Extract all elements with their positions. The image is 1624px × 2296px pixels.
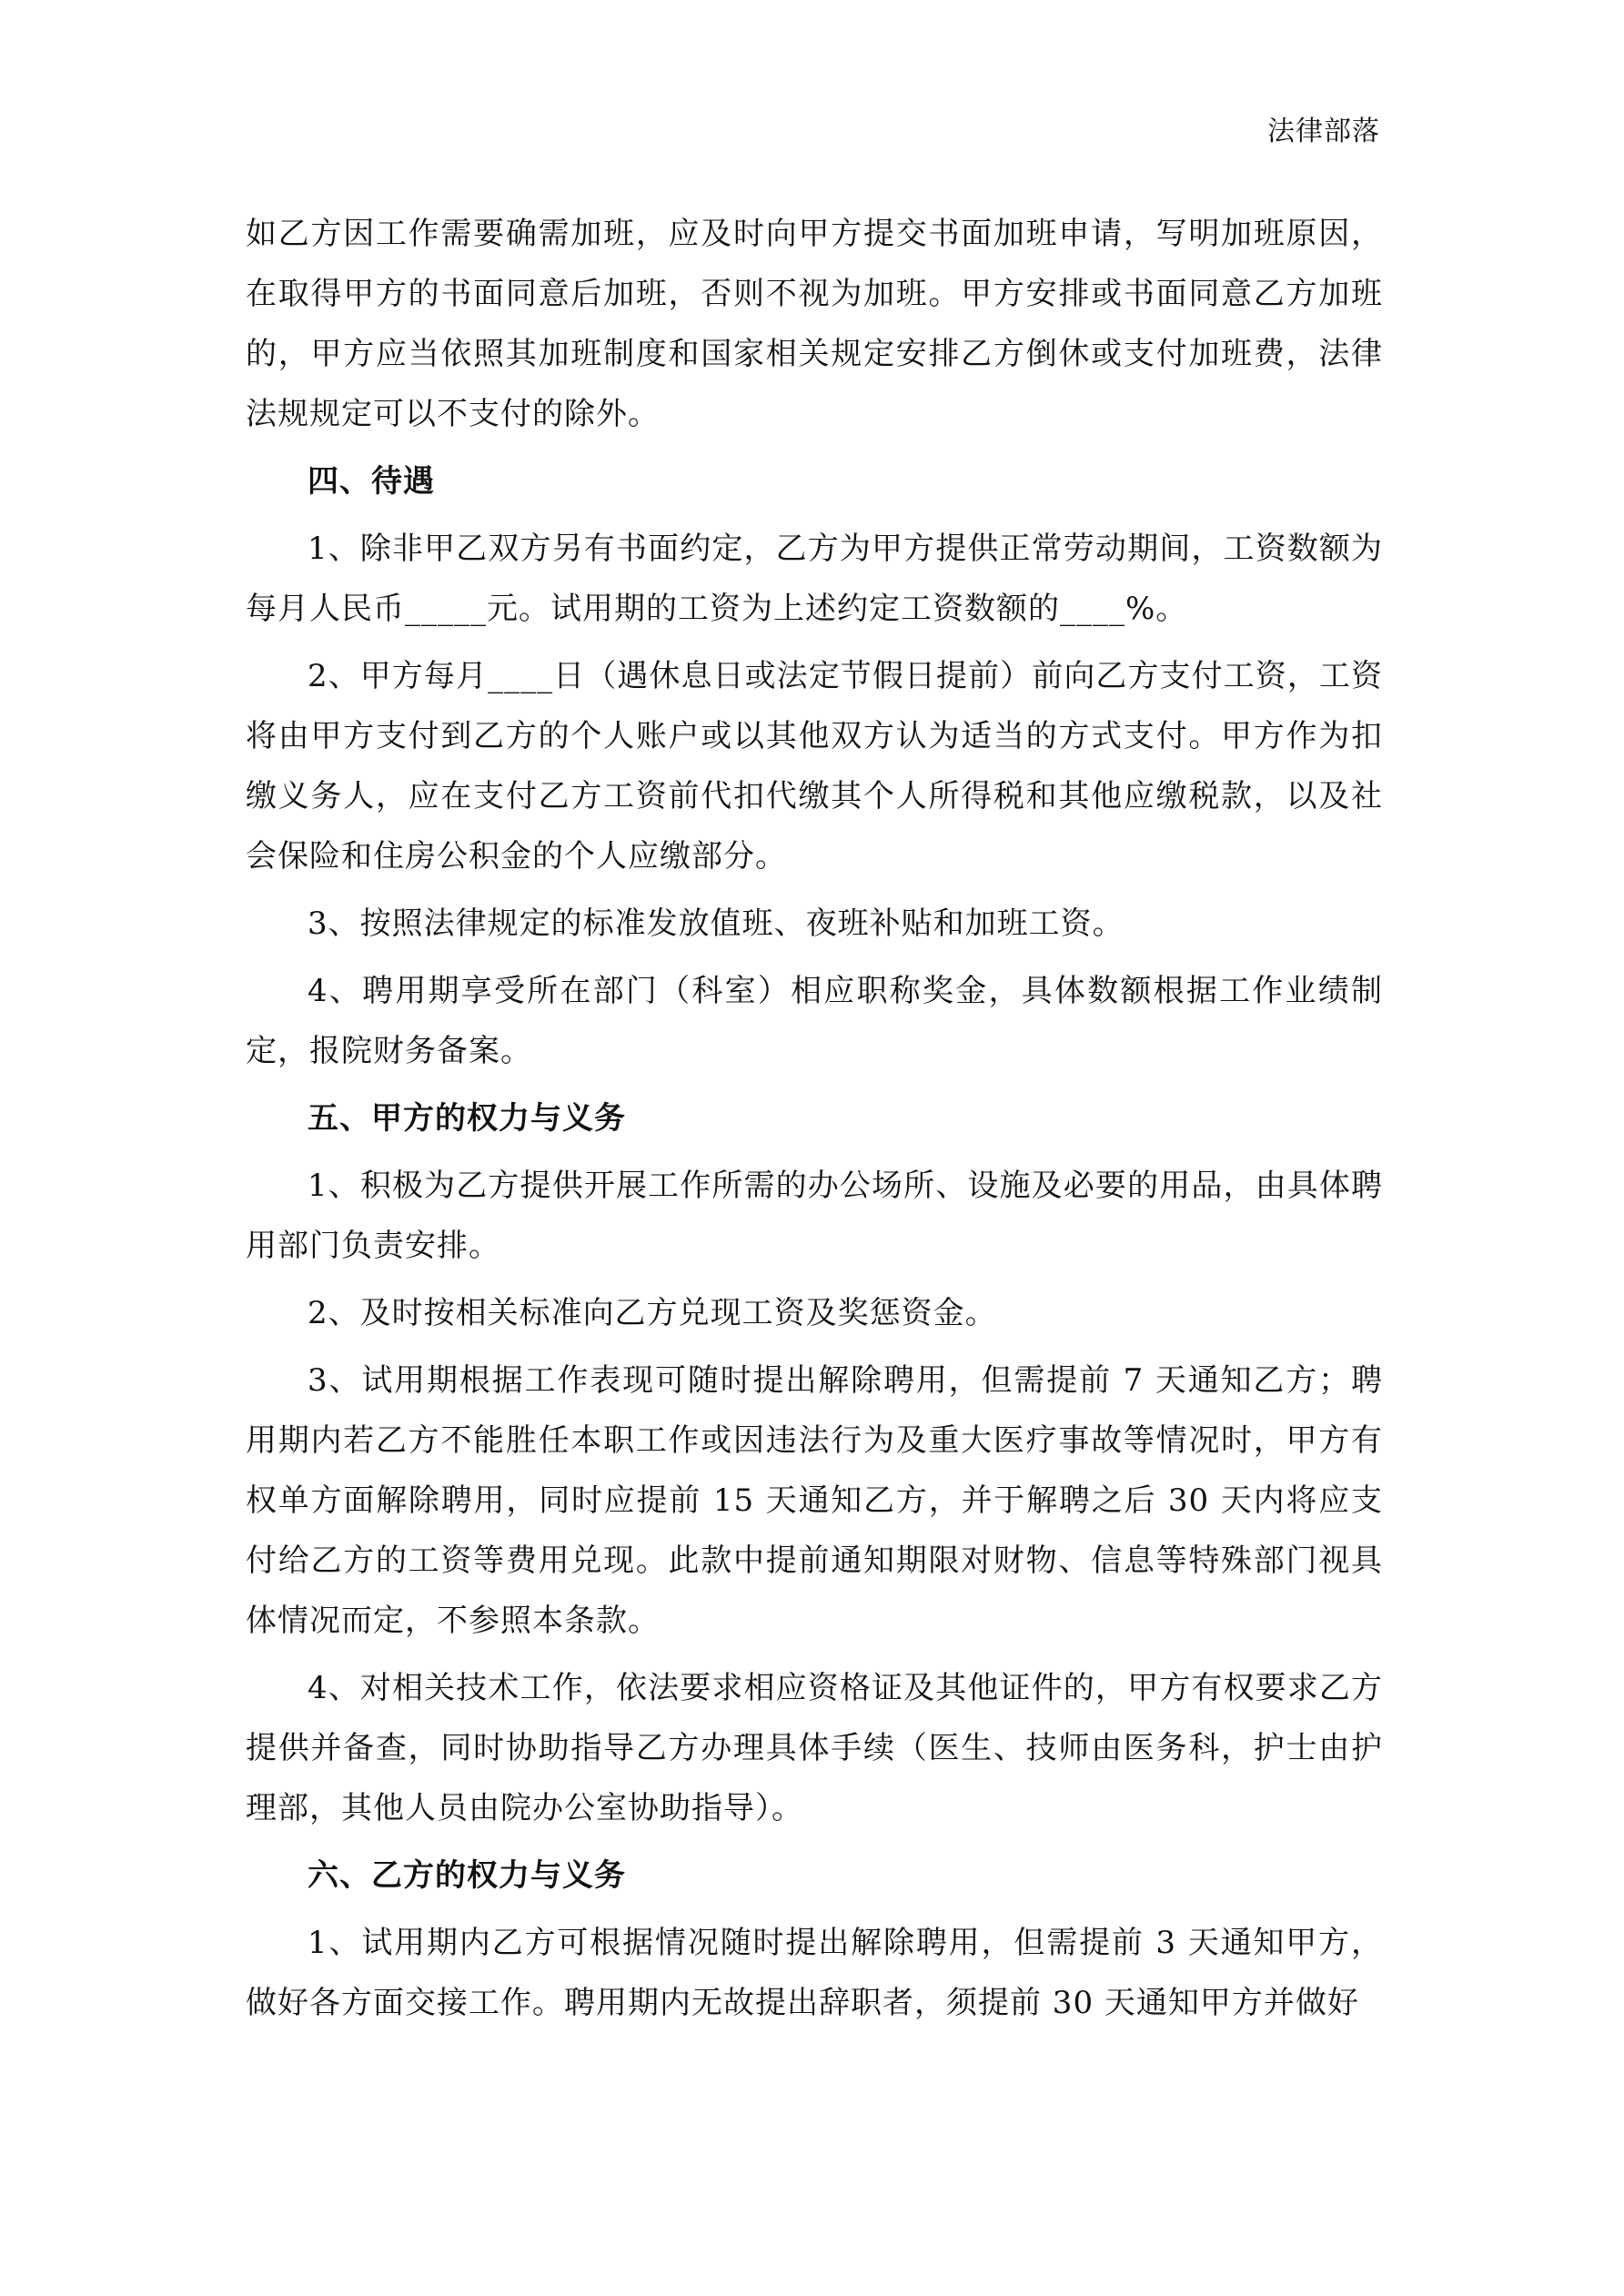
page-header-label: 法律部落 [1267, 116, 1380, 147]
paragraph-party-a-termination: 3、试用期根据工作表现可随时提出解除聘用，但需提前 7 天通知乙方；聘用期内若乙方不能胜任本职工作或因违法行为及重大医疗事故等情况时，甲方有权单方面解除聘用，同时应提前 15 天通知乙方，并于解聘之后 30 天内将应支付给乙方的工资等费用兑现。此款中提前通知期限对财物、信息等特殊部门视具体情况而定，不参照本条款。 [246, 1362, 1383, 1639]
paragraph-salary-amount: 1、除非甲乙双方另有书面约定，乙方为甲方提供正常劳动期间，工资数额为每月人民币_____元。试用期的工资为上述约定工资数额的____%。 [246, 531, 1383, 627]
section-heading-treatment: 四、待遇 [308, 463, 435, 500]
paragraph-party-a-certificates: 4、对相关技术工作，依法要求相应资格证及其他证件的，甲方有权要求乙方提供并备查，同时协助指导乙方办理具体手续（医生、技师由医务科，护士由护理部，其他人员由院办公室协助指导）。 [246, 1670, 1383, 1826]
paragraph-overtime: 如乙方因工作需要确需加班，应及时向甲方提交书面加班申请，写明加班原因，在取得甲方的书面同意后加班，否则不视为加班。甲方安排或书面同意乙方加班的，甲方应当依照其加班制度和国家相关规定安排乙方倒休或支付加班费，法律法规规定可以不支付的除外。 [246, 216, 1383, 432]
paragraph-allowance: 3、按照法律规定的标准发放值班、夜班补贴和加班工资。 [308, 905, 1125, 942]
paragraph-party-b-resignation: 1、试用期内乙方可根据情况随时提出解除聘用，但需提前 3 天通知甲方，做好各方面交接工作。聘用期内无故提出辞职者，须提前 30 天通知甲方并做好 [246, 1925, 1383, 2021]
paragraph-party-a-office: 1、积极为乙方提供开展工作所需的办公场所、设施及必要的用品，由具体聘用部门负责安排。 [246, 1168, 1383, 1264]
document-body [246, 204, 1383, 2040]
paragraph-party-a-wages: 2、及时按相关标准向乙方兑现工资及奖惩资金。 [308, 1295, 997, 1331]
paragraph-bonus: 4、聘用期享受所在部门（科室）相应职称奖金，具体数额根据工作业绩制定，报院财务备案。 [246, 973, 1383, 1069]
section-heading-party-b: 六、乙方的权力与义务 [308, 1857, 626, 1894]
paragraph-salary-payment: 2、甲方每月____日（遇休息日或法定节假日提前）前向乙方支付工资，工资将由甲方支付到乙方的个人账户或以其他双方认为适当的方式支付。甲方作为扣缴义务人，应在支付乙方工资前代扣代缴其个人所得税和其他应缴税款，以及社会保险和住房公积金的个人应缴部分。 [246, 658, 1383, 875]
section-heading-party-a: 五、甲方的权力与义务 [308, 1100, 626, 1137]
